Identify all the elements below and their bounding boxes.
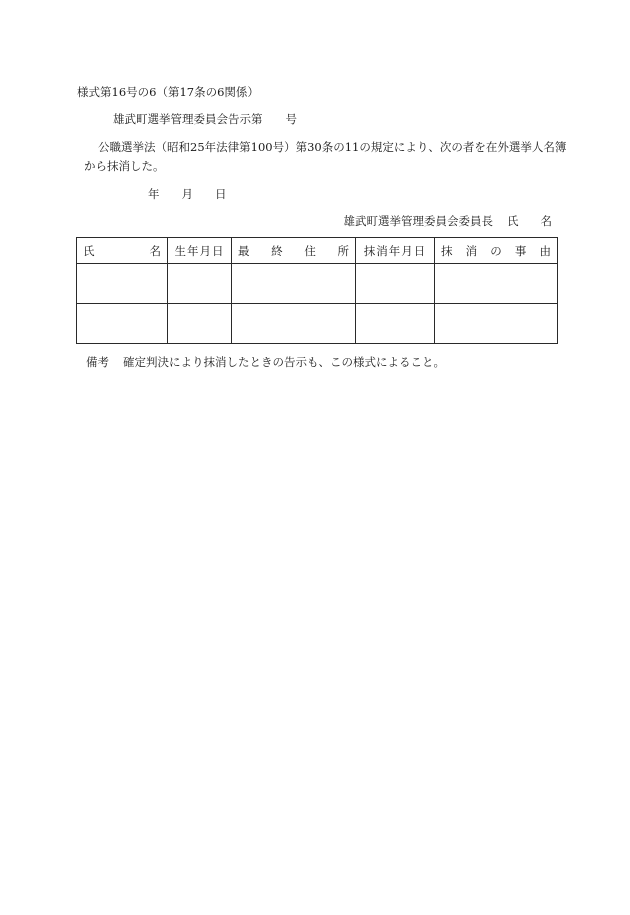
form-reference: 様式第16号の6（第17条の6関係）	[77, 85, 259, 99]
remark	[86, 354, 445, 370]
cell-reason	[435, 264, 558, 304]
header-reason: 抹 消 の 事 由	[435, 238, 558, 264]
signatory-name-char-1: 氏	[507, 214, 519, 228]
date-month: 月	[181, 187, 193, 201]
header-birthdate: 生年月日	[168, 238, 232, 264]
remark-text: 確定判決により抹消したときの告示も、この様式によること。	[123, 355, 445, 369]
table-row	[77, 264, 558, 304]
header-name: 氏 名	[77, 238, 168, 264]
cell-birthdate	[168, 304, 232, 344]
date-year: 年	[148, 187, 160, 201]
table-row	[77, 304, 558, 344]
signatory-name-char-2: 名	[540, 214, 552, 228]
cell-deletion-date	[356, 264, 435, 304]
body-text-line-1: 公職選挙法（昭和25年法律第100号）第30条の11の規定により、次の者を在外選挙人名簿	[98, 140, 567, 154]
date-line	[148, 186, 227, 202]
body-text-line-2: から抹消した。	[84, 159, 165, 173]
cell-name	[77, 304, 168, 344]
header-deletion-date: 抹消年月日	[356, 238, 435, 264]
header-last-address: 最 終 住 所	[232, 238, 356, 264]
cell-last-address	[232, 304, 356, 344]
cell-birthdate	[168, 264, 232, 304]
cell-last-address	[232, 264, 356, 304]
remark-label: 備考	[86, 355, 109, 369]
deletion-register-table	[76, 237, 558, 344]
date-day: 日	[215, 187, 227, 201]
table-header-row	[77, 238, 558, 264]
cell-reason	[435, 304, 558, 344]
notice-title: 雄武町選挙管理委員会告示第 号	[113, 112, 297, 126]
signatory	[344, 213, 553, 229]
signatory-title: 雄武町選挙管理委員会委員長	[343, 214, 493, 228]
cell-name	[77, 264, 168, 304]
cell-deletion-date	[356, 304, 435, 344]
